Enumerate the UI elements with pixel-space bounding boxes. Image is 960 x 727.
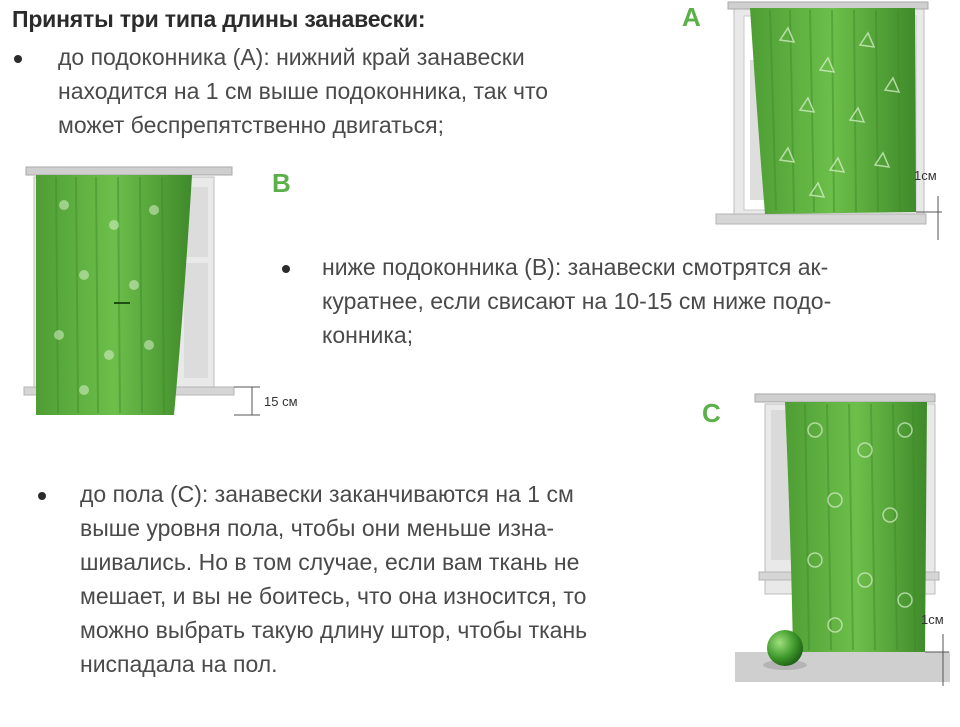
text-line: шивались. Но в том случае, если вам ткань не [80,549,580,575]
text-line: может беспрепятственно двигаться; [58,112,445,138]
list-item-c [80,477,587,681]
text-line: до пола (С): занавески заканчиваются на 1 см [80,481,574,507]
text-line: куратнее, если свисают на 10-15 см ниже подо- [322,288,832,314]
text-line: можно выбрать такую длину штор, чтобы ткань [80,617,588,643]
label-a: A [682,2,701,32]
list-item-b [322,250,831,352]
text-line: ниже подоконника (В): занавески смотрятся ак- [322,254,829,280]
illustration-a [710,0,960,245]
illustration-c [735,390,960,690]
bullet-dot [282,265,290,273]
label-b: B [272,168,291,198]
text-line: мешает, и вы не боитесь, что она износится, то [80,583,587,609]
text-line: находится на 1 см выше подоконника, так что [58,78,549,104]
illustration-b [24,165,254,420]
text-line: конника; [322,322,414,348]
list-item-a [58,40,548,142]
dimension-c: 1см [921,612,944,627]
text-line: до подоконника (А): нижний край занавески [58,44,525,70]
dimension-a: 1см [914,168,937,183]
text-line: ниспадала на пол. [80,651,278,677]
label-c: C [702,398,721,428]
bullet-dot [38,492,46,500]
text-line: выше уровня пола, чтобы они меньше изна- [80,515,555,541]
bullet-dot [14,55,22,63]
page-title: Приняты три типа длины занавески: [12,6,426,32]
dimension-b: 15 см [264,394,298,409]
